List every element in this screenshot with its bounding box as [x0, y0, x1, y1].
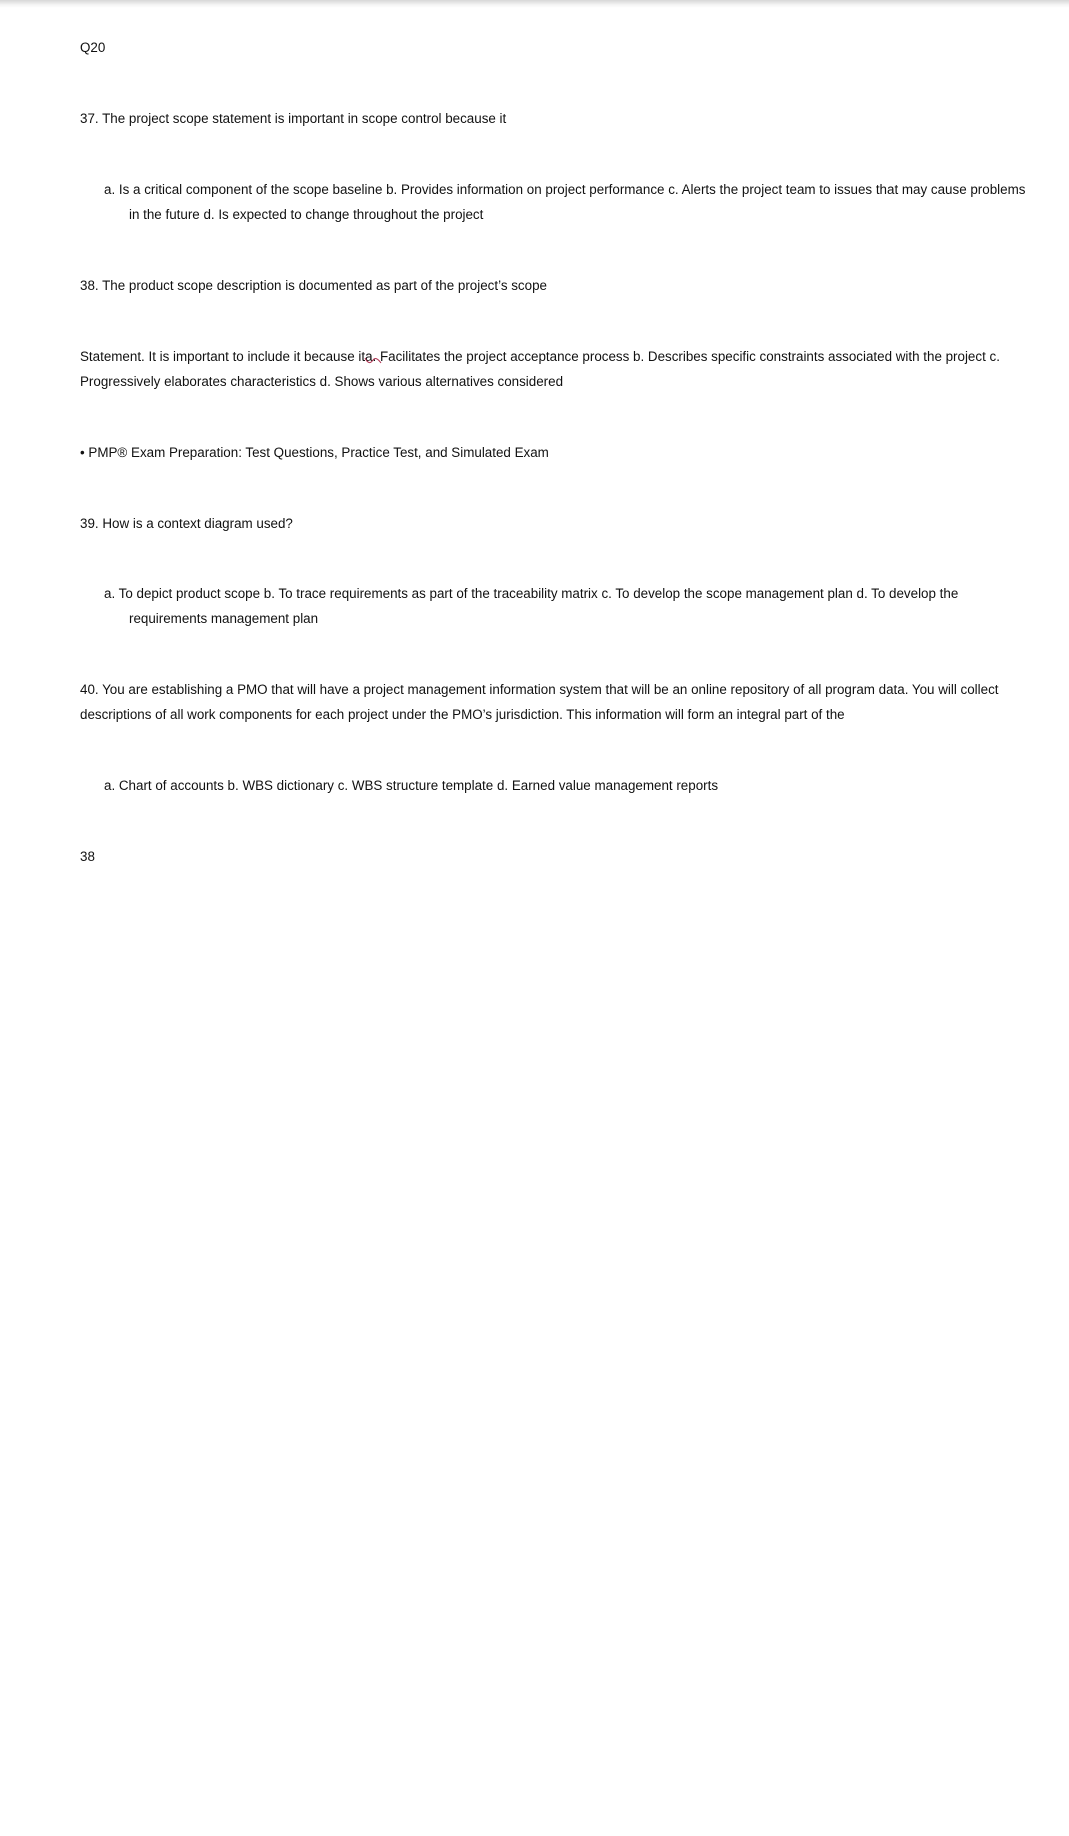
question-39-options: a. To depict product scope b. To trace requirements as part of the traceability matrix c. To develop the scope management plan d. To develop the requirements management plan	[104, 586, 959, 626]
question-37: 37. The project scope statement is important in scope control because it	[80, 111, 507, 126]
header-label: Q20	[80, 40, 106, 55]
question-38: 38. The product scope description is documented as part of the project’s scope	[80, 278, 547, 293]
question-40-options: a. Chart of accounts b. WBS dictionary c. WBS structure template d. Earned value management reports	[104, 778, 719, 793]
question-37-options: a. Is a critical component of the scope baseline b. Provides information on project performance c. Alerts the project team to issues that may cause problems in the future d. Is expected to change throughout the project	[104, 182, 1026, 222]
question-38-continuation: Statement. It is important to include it because ita. Facilitates the project acceptance process b. Describes specific constraints associated with the project c. Progressively elaborates characteristics d. Shows various alternatives considered	[80, 349, 1000, 389]
page-number: 38	[80, 849, 95, 864]
ink-annotation-mark	[364, 355, 382, 365]
question-39: 39. How is a context diagram used?	[80, 516, 293, 531]
running-header: • PMP® Exam Preparation: Test Questions, Practice Test, and Simulated Exam	[80, 445, 549, 460]
question-40: 40. You are establishing a PMO that will have a project management information system that will be an online repository of all program data. You will collect descriptions of all work components for each project under the PMO’s jurisdiction. This information will form an integral part of the	[80, 682, 999, 722]
